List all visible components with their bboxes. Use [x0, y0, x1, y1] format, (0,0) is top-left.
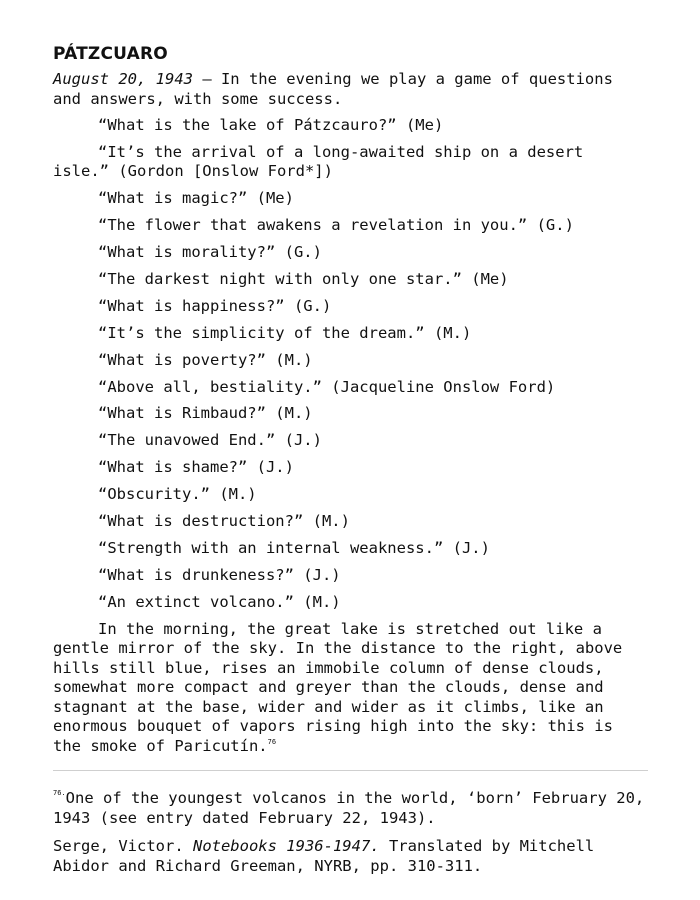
- exchange-line: “An extinct volcano.” (M.): [98, 592, 341, 611]
- exchange-line: “It’s the arrival of a long-awaited ship on a desert isle.” (Gordon [Onslow Ford*]): [53, 142, 584, 181]
- footnote-text: One of the youngest volcanos in the world, ‘born’ February 20, 1943 (see entry dated February 22, 1943).: [53, 789, 645, 827]
- closing-paragraph: [53, 620, 647, 757]
- question-answer-list: [53, 116, 647, 612]
- entry-intro-text: – In the evening we play a game of questions and answers, with some success.: [53, 70, 613, 108]
- exchange-line: “What is poverty?” (M.): [98, 350, 313, 369]
- exchange-line: “Above all, bestiality.” (Jacqueline Onslow Ford): [98, 377, 556, 396]
- exchange-line: “Strength with an internal weakness.” (J.): [98, 538, 490, 557]
- exchange-line: “What is the lake of Pátzcauro?” (Me): [98, 116, 444, 134]
- exchange-line: “It’s the simplicity of the dream.” (M.): [98, 323, 472, 342]
- page-title: PÁTZCUARO: [53, 44, 168, 64]
- closing-text: In the morning, the great lake is stretched out like a gentle mirror of the sky. In the distance to the right, above hills still blue, rises an immobile column of dense clouds, somewhat more compact and greyer than the clouds, dense and stagnant at the base, wider and wider as it climbs, like an enormous bouquet of vapors rising high into the sky: this is the smoke of Paricutín.: [53, 619, 623, 755]
- source-title: Notebooks 1936-1947.: [192, 837, 380, 856]
- exchange-line: “The darkest night with only one star.” (Me): [98, 269, 509, 288]
- exchange-line: “What is Rimbaud?” (M.): [98, 404, 313, 423]
- exchange-line: “What is happiness?” (G.): [98, 296, 332, 315]
- entry-date: August 20, 1943: [53, 70, 193, 88]
- footnote-reference[interactable]: 76: [267, 737, 277, 746]
- source-citation: [53, 837, 647, 876]
- exchange-line: “Obscurity.” (M.): [98, 485, 257, 504]
- exchange-line: “What is destruction?” (M.): [98, 511, 350, 530]
- entry-intro: [53, 70, 647, 109]
- exchange-line: “What is drunkeness?” (J.): [98, 565, 341, 584]
- exchange-line: “What is magic?” (Me): [98, 189, 294, 208]
- footnote-divider: [53, 770, 648, 771]
- exchange-line: “What is shame?” (J.): [98, 458, 294, 477]
- exchange-line: “The unavowed End.” (J.): [98, 431, 322, 450]
- footnote-marker: 76.: [53, 789, 66, 798]
- footnote: [53, 789, 647, 828]
- exchange-line: “What is morality?” (G.): [98, 243, 322, 262]
- source-details: Translated by Mitchell Abidor and Richard Greeman, NYRB, pp. 310-311.: [53, 837, 595, 875]
- exchange-line: “The flower that awakens a revelation in you.” (G.): [98, 216, 574, 235]
- source-author: Serge, Victor.: [53, 837, 193, 856]
